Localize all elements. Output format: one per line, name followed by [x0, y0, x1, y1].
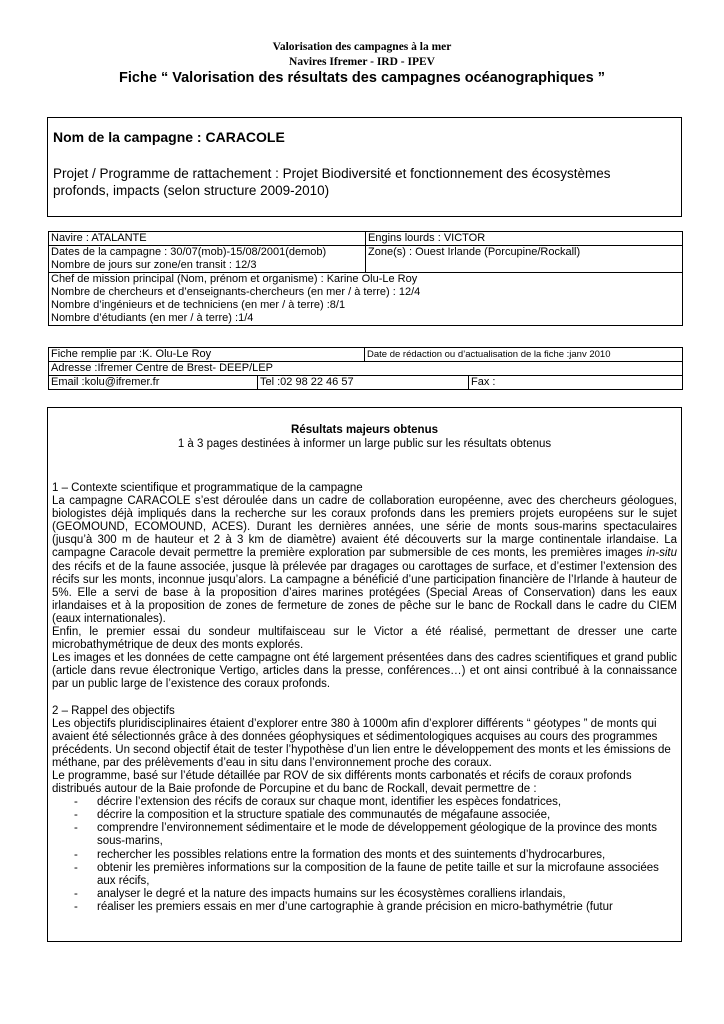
results-box	[47, 407, 682, 942]
chef-mission: Chef de mission principal (Nom, prénom et organisme) : Karine Olu-Le Roy	[51, 273, 418, 285]
projet-line-2: profonds, impacts (selon structure 2009-2010)	[53, 183, 330, 198]
bullet-text: rechercher les possibles relations entre la formation des monts et des suintements d’hydrocarbures,	[97, 848, 606, 861]
campaign-name: Nom de la campagne : CARACOLE	[53, 129, 285, 145]
bullet-dash: -	[74, 822, 78, 835]
list-item	[52, 822, 677, 848]
list-item	[52, 901, 677, 914]
section-2-heading: 2 – Rappel des objectifs	[52, 704, 175, 717]
fiche-cell: Fiche remplie par :K. Olu-Le Roy	[49, 348, 365, 362]
bullet-dash: -	[74, 861, 78, 874]
list-item	[52, 796, 677, 809]
campaign-projet	[53, 165, 673, 199]
s1-p1-part-a: La campagne CARACOLE s’est déroulée dans un cadre de collaboration européenne, avec des chercheurs géologues, biologistes déjà impliqués dans la recherche sur les coraux profonds dans les premiers projets européens sur le sujet (GEOMOUND, ECOMOUND, ACES). Durant les dernières années, une série de monts sous-marins spectaculaires (jusqu’à 300 m de hauteur et 2 à 3 km de diamètre) avaient été découverts sur la marge continentale irlandaise. La campagne Caracole devait permettre la première exploration par submersible de ces monts, les premières images	[52, 495, 677, 560]
zone-cell: Zone(s) : Ouest Irlande (Porcupine/Rockall)	[366, 246, 683, 273]
section-1-paragraph-3: Les images et les données de cette campagne ont été largement présentées dans des cadres scientifiques et grand public (article dans revue électronique Vertigo, articles dans la presse, conférences…) et ont ainsi contribué à la connaissance par un public large de l’existence des coraux profonds.	[52, 652, 677, 691]
email-cell: Email :kolu@ifremer.fr	[49, 376, 258, 390]
bullet-dash: -	[74, 887, 78, 900]
list-item	[52, 888, 677, 901]
bullet-dash: -	[74, 809, 78, 822]
section-1-paragraph-2: Enfin, le premier essai du sondeur multifaisceau sur le Victor a été réalisé, permettant de dresser une carte microbathymétrique de deux des monts explorés.	[52, 626, 677, 652]
personnel-cell	[49, 273, 683, 326]
list-item	[52, 862, 677, 888]
document-title: Fiche “ Valorisation des résultats des campagnes océanographiques ”	[119, 70, 605, 86]
engins-cell: Engins lourds : VICTOR	[366, 232, 683, 246]
bullet-text: décrire l’extension des récifs de coraux sur chaque mont, identifier les espèces fondatrices,	[97, 796, 562, 809]
results-title: Résultats majeurs obtenus	[291, 424, 438, 436]
bullet-dash: -	[74, 796, 78, 809]
bullet-text: décrire la composition et la structure spatiale des communautés de mégafaune associée,	[97, 809, 551, 822]
list-item	[52, 849, 677, 862]
section-2-paragraph-2: Le programme, basé sur l’étude détaillée par ROV de six différents monts carbonatés et récifs de coraux profonds distribués autour de la Baie profonde de Porcupine et du banc de Rockall, devait permettre de :	[52, 769, 632, 796]
results-body	[52, 482, 677, 914]
projet-line-1: Projet / Programme de rattachement : Projet Biodiversité et fonctionnement des écosystèmes	[53, 166, 611, 181]
bullet-dash: -	[74, 848, 78, 861]
dates-text: Dates de la campagne : 30/07(mob)-15/08/2001(demob)	[51, 246, 327, 258]
results-subtitle: 1 à 3 pages destinées à informer un large public sur les résultats obtenus	[177, 438, 552, 450]
s1-p1-part-b: des récifs et de la faune associée, jusque là prélevée par dragages ou carottages de surface, et d’estimer l’extension des récifs sur les monts, inconnue jusqu’alors. La campagne a bénéficié d’une participation financière de l’Irlande à hauteur de 5%. Elle a servi de base à la proposition d’aires marines protégées (Special Areas of Conservation) dans les eaux irlandaises et à la proposition de zones de fermeture de zones de pêche sur le banc de Rockall dans le cadre du CIEM (eaux internationales).	[52, 560, 677, 625]
campaign-box	[47, 117, 682, 217]
section-1-paragraph-1	[52, 495, 677, 626]
nb-chercheurs: Nombre de chercheurs et d’enseignants-chercheurs (en mer / à terre) : 12/4	[51, 286, 421, 298]
section-2-paragraph-1: Les objectifs pluridisciplinaires étaient d’explorer entre 380 à 1000m afin d’explorer différents “ géotypes ” de monts qui avaient été sélectionnés grâce à des données géophysiques et sédimentologiques acquises au cours des programmes précédents. Un second objectif était de tester l’hypothèse d’un lien entre le développement des monts et les émissions de méthane, par des prélèvements d’eau in situ dans l’environnement proche des coraux.	[52, 717, 671, 769]
bullet-dash: -	[74, 900, 78, 913]
jours-text: Nombre de jours sur zone/en transit : 12/3	[51, 259, 257, 271]
nb-etudiants: Nombre d’étudiants (en mer / à terre) :1/4	[51, 312, 254, 324]
fax-cell: Fax :	[469, 376, 683, 390]
bullet-text: comprendre l’environnement sédimentaire et le mode de développement géologique de la province des monts sous-marins,	[97, 822, 658, 848]
contact-table	[48, 347, 683, 390]
tel-cell: Tel :02 98 22 46 57	[258, 376, 469, 390]
header-line-2: Navires Ifremer - IRD - IPEV	[289, 56, 435, 68]
date-cell: Date de rédaction ou d’actualisation de la fiche :janv 2010	[365, 348, 683, 362]
dates-cell	[49, 246, 366, 273]
navire-cell: Navire : ATALANTE	[49, 232, 366, 246]
s1-p1-italic: in-situ	[646, 547, 677, 560]
header-line-1: Valorisation des campagnes à la mer	[272, 41, 452, 53]
list-item	[52, 809, 677, 822]
nb-ingenieurs: Nombre d’ingénieurs et de techniciens (en mer / à terre) :8/1	[51, 299, 346, 311]
adresse-cell: Adresse :Ifremer Centre de Brest- DEEP/LEP	[49, 362, 683, 376]
section-1-heading: 1 – Contexte scientifique et programmatique de la campagne	[52, 482, 363, 494]
spacer	[52, 692, 677, 705]
bullet-text: obtenir les premières informations sur la composition de la faune de petite taille et sur la microfaune associées aux récifs,	[97, 861, 659, 887]
bullet-text: analyser le degré et la nature des impacts humains sur les écosystèmes coralliens irlandais,	[97, 887, 566, 900]
bullet-text: réaliser les premiers essais en mer d’une cartographie à grande précision en micro-bathymétrie (futur	[97, 900, 613, 913]
campaign-info-table	[48, 231, 683, 326]
objectives-list	[52, 796, 677, 914]
